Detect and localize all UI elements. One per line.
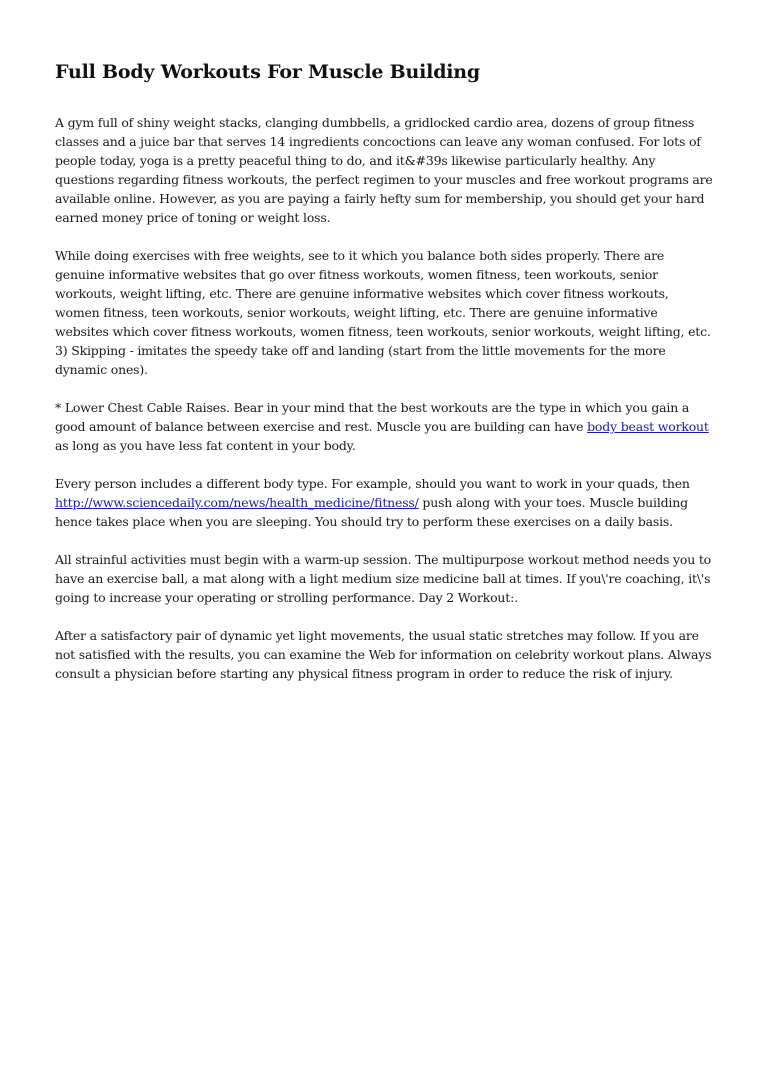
- body-beast-workout-link[interactable]: body beast workout: [587, 419, 709, 434]
- paragraph-2: While doing exercises with free weights, see to it which you balance both sides properly. There are genuine informative websites that go over fitness workouts, women fitness, teen workouts, senior workouts, weight lifting, etc. There are genuine informative websites which cover fitness workouts, women fitness, teen workouts, senior workouts, weight lifting, etc. There are genuine informative websites which cover fitness workouts, women fitness, teen workouts, senior workouts, weight lifting, etc. 3) Skipping - imitates the speedy take off and landing (start from the little movements for the more dynamic ones).: [55, 248, 711, 377]
- paragraph-3-text-before: * Lower Chest Cable Raises. Bear in your mind that the best workouts are the type in which you gain a good amount of balance between exercise and rest. Muscle you are building can have: [55, 400, 690, 434]
- paragraph-6: After a satisfactory pair of dynamic yet light movements, the usual static stretches may follow. If you are not satisfied with the results, you can examine the Web for information on celebrity workout plans. Always consult a physician before starting any physical fitness program in order to reduce the risk of injury.: [55, 628, 712, 681]
- paragraph-4-text-before: Every person includes a different body type. For example, should you want to work in your quads, then: [55, 476, 690, 491]
- paragraph-4-text-after: push along with your toes. Muscle building hence takes place when you are sleeping. You should try to perform these exercises on a daily basis.: [55, 495, 688, 529]
- paragraph-4: [55, 474, 715, 531]
- sciencedaily-fitness-link[interactable]: http://www.sciencedaily.com/news/health_medicine/fitness/: [55, 495, 419, 510]
- document-page: [55, 56, 715, 702]
- document-title: Full Body Workouts For Muscle Building: [55, 61, 480, 83]
- paragraph-3: [55, 398, 715, 455]
- paragraph-5: All strainful activities must begin with a warm-up session. The multipurpose workout method needs you to have an exercise ball, a mat along with a light medium size medicine ball at times. If you\'re coaching, it\'s going to increase your operating or strolling performance. Day 2 Workout:.: [55, 552, 711, 605]
- paragraph-1: A gym full of shiny weight stacks, clanging dumbbells, a gridlocked cardio area, dozens of group fitness classes and a juice bar that serves 14 ingredients concoctions can leave any woman confused. For lots of people today, yoga is a pretty peaceful thing to do, and it&#39s likewise particularly healthy. Any questions regarding fitness workouts, the perfect regimen to your muscles and free workout programs are available online. However, as you are paying a fairly hefty sum for membership, you should get your hard earned money price of toning or weight loss.: [55, 115, 713, 225]
- paragraph-3-text-after: as long as you have less fat content in your body.: [55, 438, 356, 453]
